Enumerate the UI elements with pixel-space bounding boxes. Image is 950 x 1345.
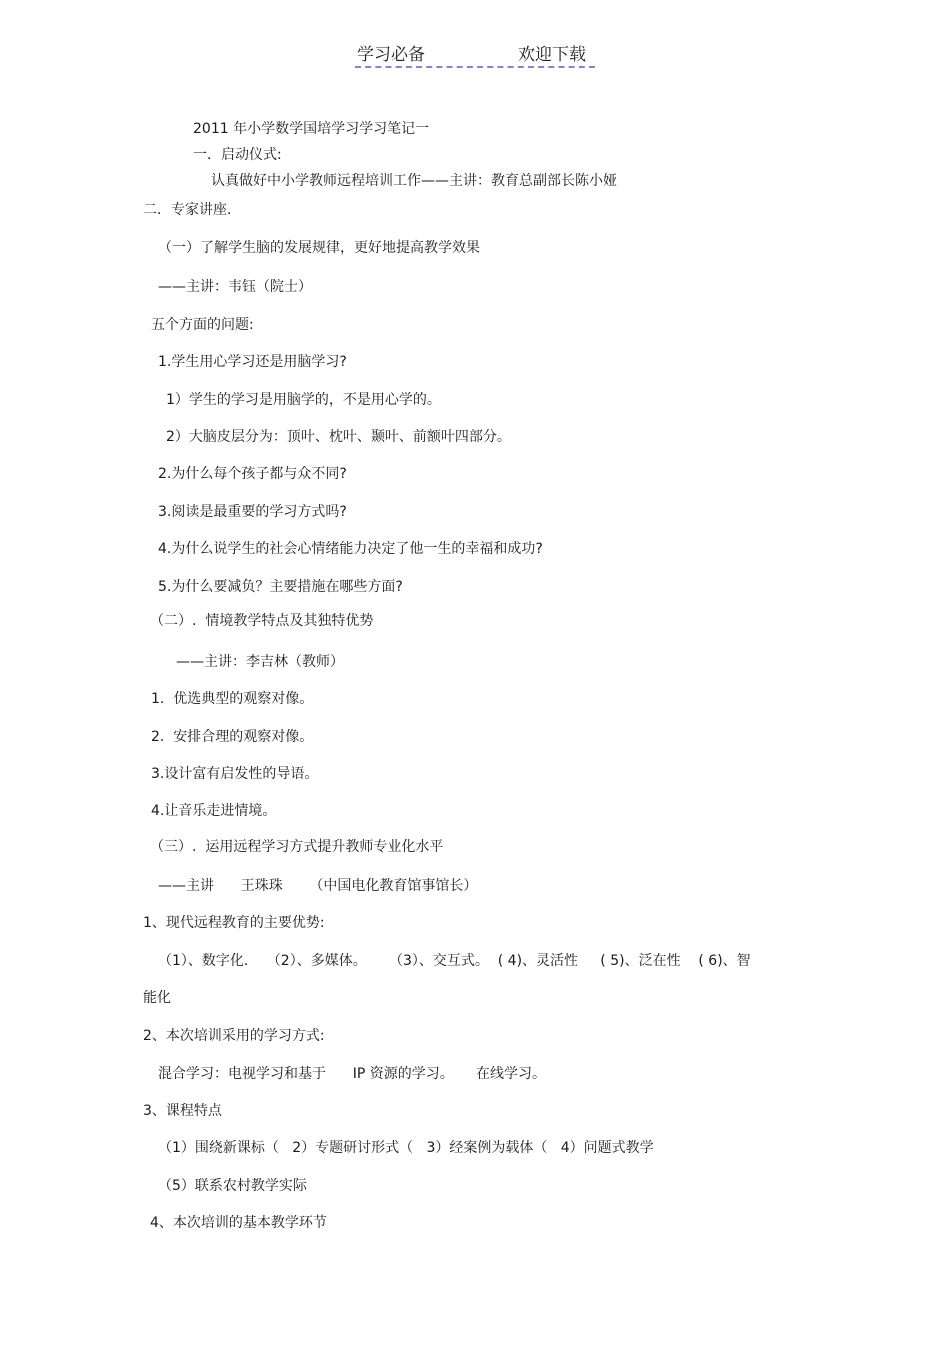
section-heading: 一．启动仪式: (193, 147, 282, 163)
list-item: 3.设计富有启发性的导语。 (151, 766, 319, 782)
speaker-line: ——主讲：李吉林（教师） (176, 654, 344, 670)
section-heading: 二．专家讲座. (143, 202, 232, 218)
list-item: 3.阅读是最重要的学习方式吗? (158, 504, 347, 520)
subsection-heading: （三）. 运用远程学习方式提升教师专业化水平 (150, 839, 444, 855)
page-header (355, 40, 595, 68)
list-item: 1）学生的学习是用脑学的，不是用心学的。 (166, 392, 441, 408)
list-item: 4.让音乐走进情境。 (151, 803, 277, 819)
speaker-line: ——主讲 王珠珠 （中国电化教育馆事馆长） (158, 878, 478, 894)
text-line: （1）、数字化． （2）、多媒体。 （3）、交互式。 ( 4)、灵活性 ( 5)、泛在性 ( 6)、智 (158, 953, 751, 969)
list-item: 2.为什么每个孩子都与众不同? (158, 466, 347, 482)
text-line: 能化 (143, 990, 171, 1006)
list-item: 1. 优选典型的观察对像。 (151, 691, 314, 707)
speaker-line: ——主讲：韦钰（院士） (158, 279, 312, 295)
text-line: （5）联系农村教学实际 (158, 1178, 307, 1194)
list-heading: 3、课程特点 (143, 1103, 222, 1119)
list-item: 4.为什么说学生的社会心情绪能力决定了他一生的幸福和成功? (158, 541, 543, 557)
list-item: 2）大脑皮层分为：顶叶、枕叶、颞叶、前额叶四部分。 (166, 429, 511, 445)
list-heading: 4、本次培训的基本教学环节 (150, 1215, 327, 1231)
text-line: （1）围绕新课标（ 2）专题研讨形式（ 3）经案例为载体（ 4）问题式教学 (158, 1140, 654, 1156)
text-line: 认真做好中小学教师远程培训工作——主讲：教育总副部长陈小娅 (211, 173, 617, 189)
list-item: 1.学生用心学习还是用脑学习? (158, 354, 347, 370)
list-heading: 1、现代远程教育的主要优势: (143, 915, 325, 931)
header-right-text: 欢迎下载 (518, 45, 586, 65)
subsection-heading: （二）. 情境教学特点及其独特优势 (150, 613, 374, 629)
list-item: 2. 安排合理的观察对像。 (151, 729, 314, 745)
text-line: 混合学习：电视学习和基于 IP 资源的学习。 在线学习。 (158, 1066, 546, 1082)
text-line: 五个方面的问题: (151, 317, 254, 333)
subsection-heading: （一）了解学生脑的发展规律，更好地提高教学效果 (158, 240, 480, 256)
document-title: 2011 年小学数学国培学习学习笔记一 (193, 121, 430, 137)
list-heading: 2、本次培训采用的学习方式: (143, 1028, 325, 1044)
list-item: 5.为什么要减负？主要措施在哪些方面? (158, 579, 403, 595)
header-left-text: 学习必备 (357, 45, 425, 65)
